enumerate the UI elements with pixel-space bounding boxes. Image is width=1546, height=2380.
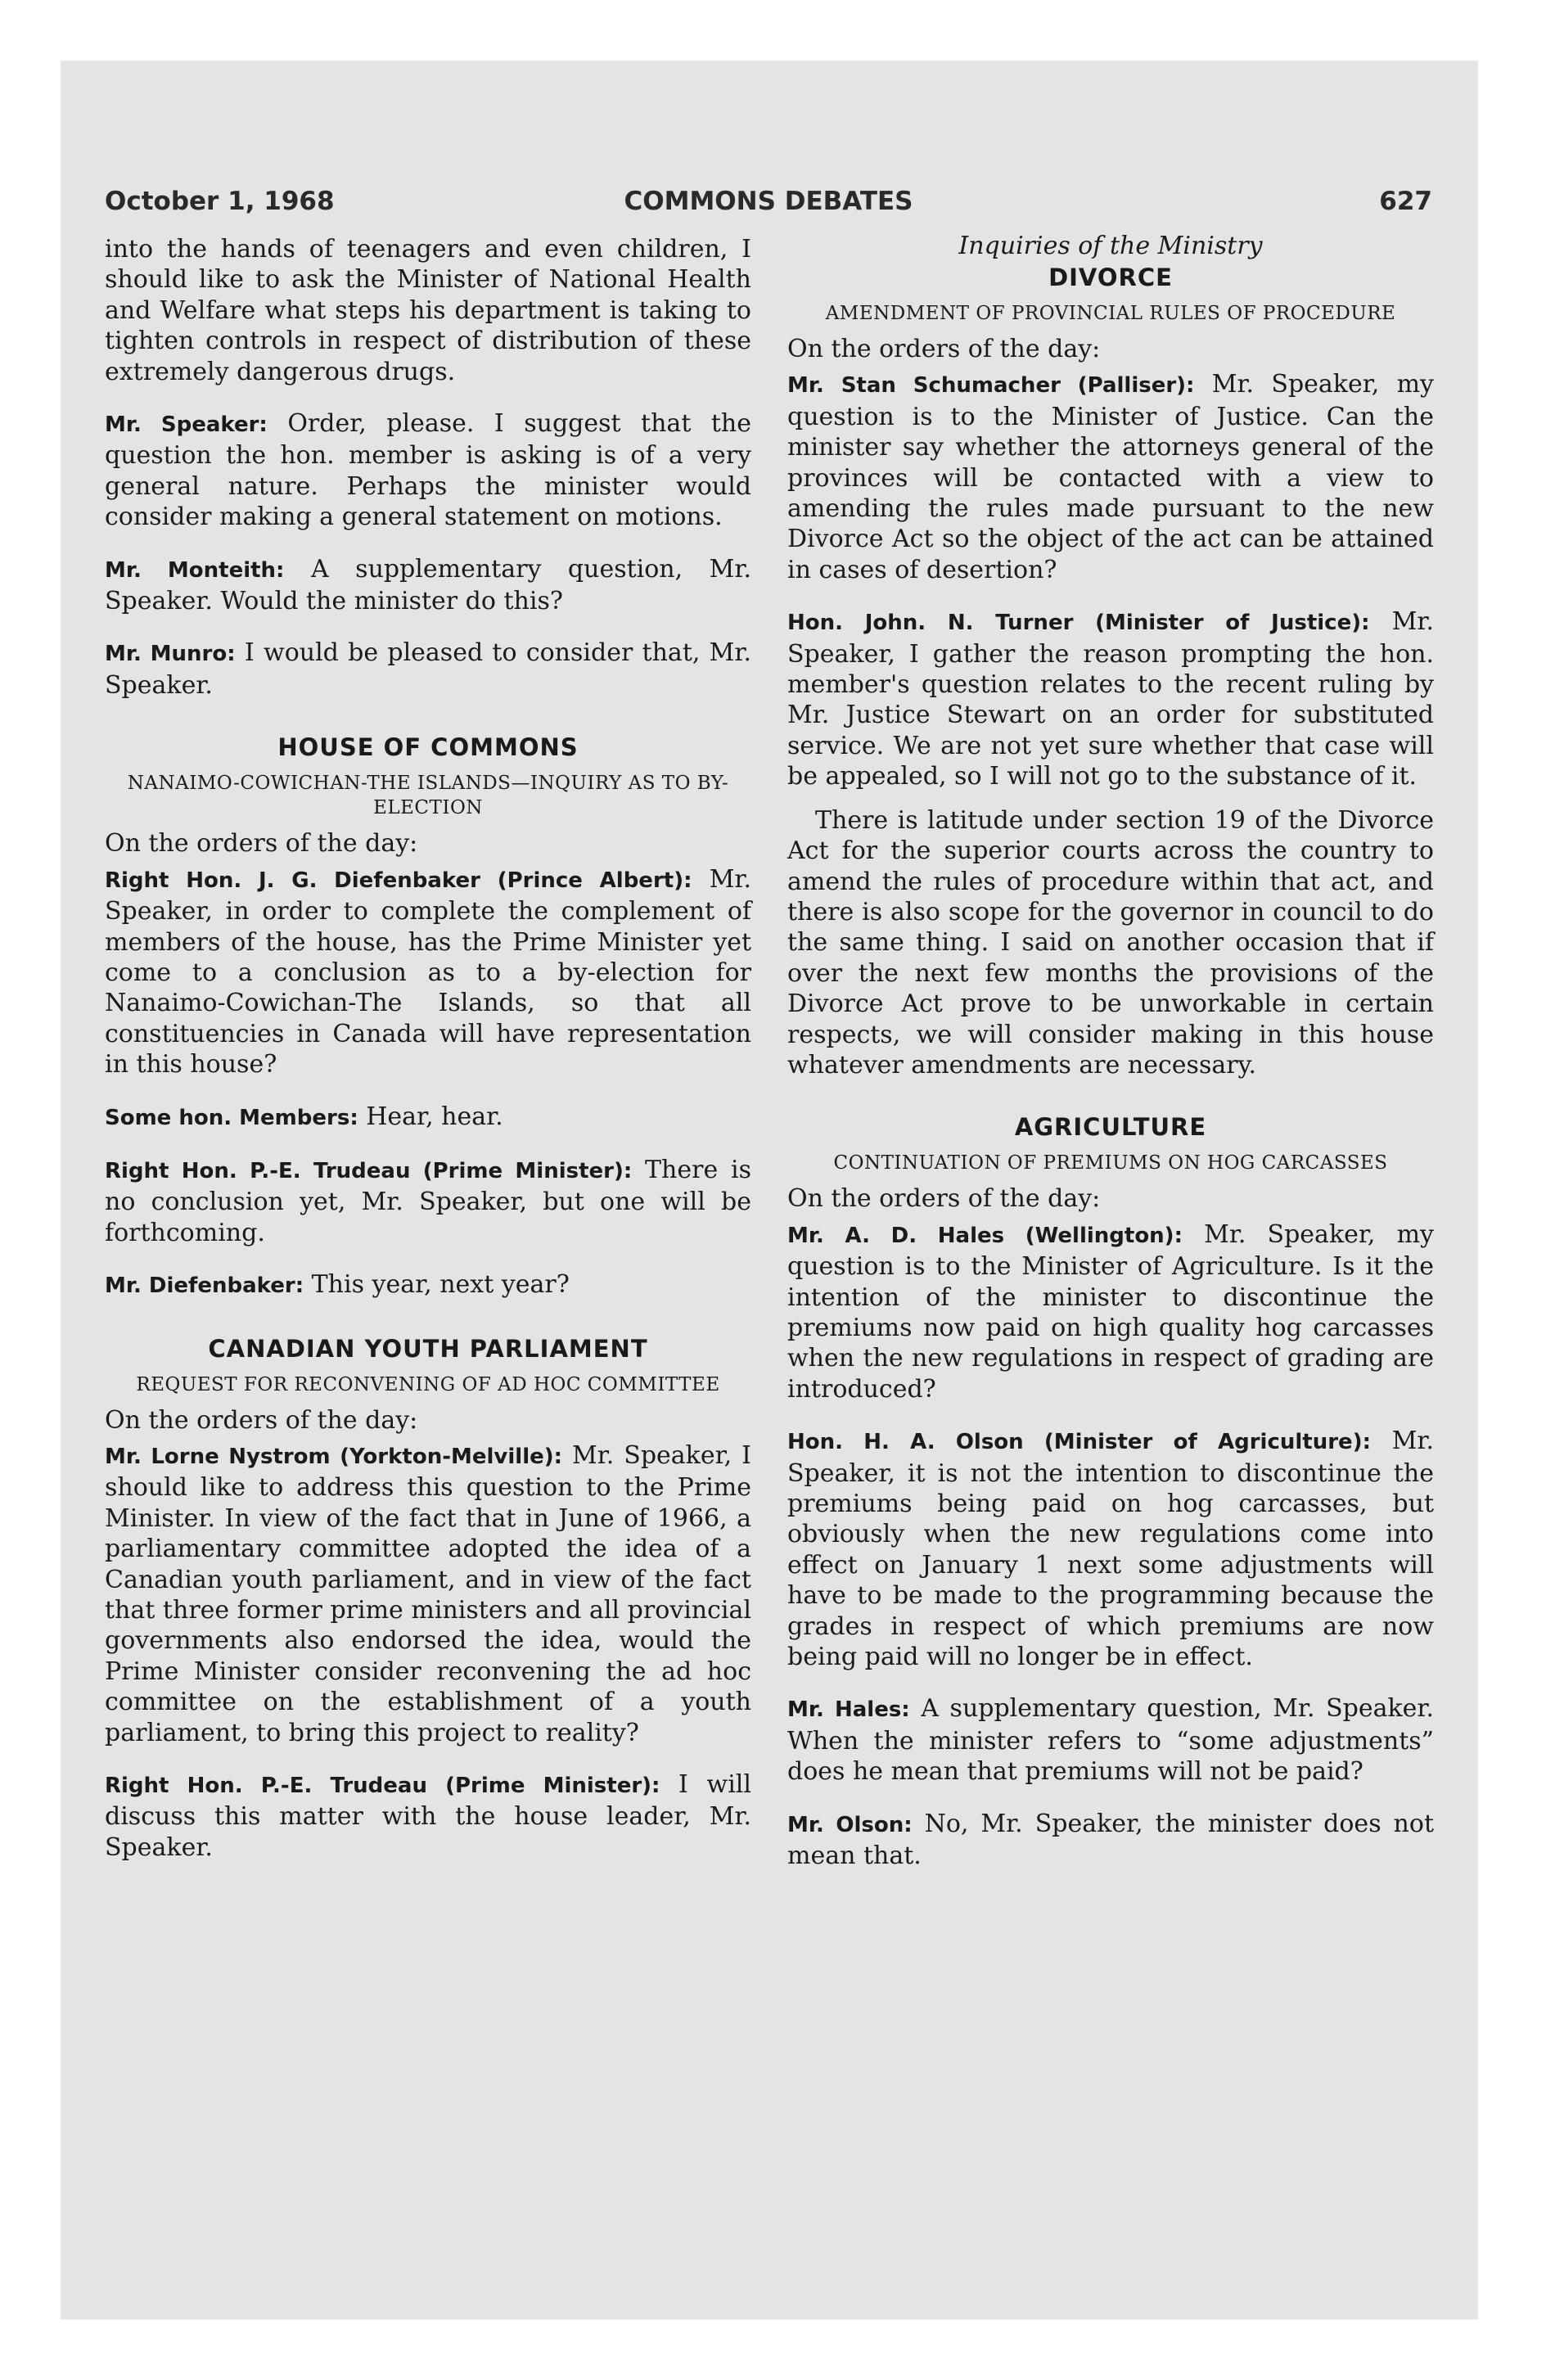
paragraph-trudeau-2 xyxy=(105,1769,751,1863)
paragraph-olson-2 xyxy=(787,1809,1434,1872)
speech-text: I will discuss this matter with the house leader, Mr. Speaker. xyxy=(105,1770,751,1862)
paragraph-intro: into the hands of teenagers and even children, I should like to ask the Minister of National Health and Welfare what steps his department is taking to tighten controls in respect of distribution of these extremely dangerous drugs. xyxy=(105,235,751,386)
speaker-name: Mr. Olson: xyxy=(787,1812,913,1837)
speaker-name: Mr. Speaker: xyxy=(105,412,268,438)
speech-text: Mr. Speaker, it is not the intention to discontinue the premiums being paid on hog carcasses, but obviously when the new regulations come into effect on January 1 next some adjustments will have to be made to the programming because the grades in respect of which premiums are now being paid will no longer be in effect. xyxy=(787,1427,1434,1672)
paragraph-hales-2 xyxy=(787,1693,1434,1787)
speech-text: Mr. Speaker, my question is to the Minister of Agriculture. Is it the intention of the minister to discontinue the premiums now paid on high quality hog carcasses when the new regulations in respect of grading are introduced? xyxy=(787,1219,1434,1404)
speech-text: Mr. Speaker, I gather the reason prompting the hon. member's question relates to the recent ruling by Mr. Justice Stewart on an order for substituted service. We are not yet sure whether that case will be appealed, so I will not go to the substance of it. xyxy=(787,607,1434,791)
header-date: October 1, 1968 xyxy=(105,187,335,216)
paragraph-hales xyxy=(787,1219,1434,1404)
paragraph-munro xyxy=(105,638,751,701)
paragraph-latitude: There is latitude under section 19 of the Divorce Act for the superior courts across the country to amend the rules of procedure within that act, and there is also scope for the governor in council to do the same thing. I said on another occasion that if over the next few months the provisions of the Divorce Act prove to be unworkable in certain respects, we will consider making in this house whatever amendments are necessary. xyxy=(787,805,1434,1080)
speech-text: Mr. Speaker, in order to complete the complement of members of the house, has the Prime Minister yet come to a conclusion as to a by-election for Nanaimo-Cowichan-The Islands, so that all constituencies in Canada will have representation in this house? xyxy=(105,864,751,1080)
speaker-name: Hon. John. N. Turner (Minister of Justice): xyxy=(787,611,1370,636)
left-column xyxy=(105,234,751,1863)
speech-text: This year, next year? xyxy=(304,1270,570,1300)
orders-of-the-day: On the orders of the day: xyxy=(105,829,418,859)
speaker-name: Hon. H. A. Olson (Minister of Agriculture): xyxy=(787,1430,1371,1455)
paragraph-trudeau-1 xyxy=(105,1155,751,1248)
speech-text: Hear, hear. xyxy=(358,1102,503,1131)
speech-text: No, Mr. Speaker, the minister does not mean that. xyxy=(787,1809,1434,1871)
page-number: 627 xyxy=(1379,187,1432,216)
speaker-name: Right Hon. J. G. Diefenbaker (Prince Albert): xyxy=(105,868,692,893)
speech-text: Order, please. I suggest that the question the hon. member is asking is of a very general nature. Perhaps the minister would consider making a general statement on motions. xyxy=(105,409,751,532)
section-running-head: Inquiries of the Ministry xyxy=(958,232,1263,260)
speech-text: Mr. Speaker, my question is to the Minister of Justice. Can the minister say whether the attorneys general of the provinces will be contacted with a view to amending the rules made pursuant to the new Divorce Act so the object of the act can be attained in cases of desertion? xyxy=(787,370,1435,584)
speaker-name: Mr. Munro: xyxy=(105,642,236,667)
section-title-divorce: DIVORCE xyxy=(1048,264,1173,291)
paragraph-nystrom xyxy=(105,1440,751,1748)
speaker-name: Mr. Diefenbaker: xyxy=(105,1273,304,1299)
speaker-name: Some hon. Members: xyxy=(105,1105,358,1130)
speaker-name: Mr. Stan Schumacher (Palliser): xyxy=(787,373,1195,399)
section-subtitle-hog-carcasses: CONTINUATION OF PREMIUMS ON HOG CARCASSES xyxy=(833,1152,1388,1174)
speaker-name: Mr. A. D. Hales (Wellington): xyxy=(787,1223,1183,1248)
speaker-name: Right Hon. P.-E. Trudeau (Prime Minister): xyxy=(105,1158,633,1183)
speech-text: There is no conclusion yet, Mr. Speaker, but one will be forthcoming. xyxy=(105,1155,751,1247)
speech-text: A supplementary question, Mr. Speaker. When the minister refers to “some adjustments” does he mean that premiums will not be paid? xyxy=(787,1694,1435,1787)
paragraph-diefenbaker xyxy=(105,864,751,1080)
speaker-name: Mr. Hales: xyxy=(787,1697,910,1723)
paragraph-diefenbaker-2 xyxy=(105,1269,751,1301)
paragraph-monteith xyxy=(105,554,751,617)
speech-text: I would be pleased to consider that, Mr. Speaker. xyxy=(105,638,751,700)
orders-of-the-day: On the orders of the day: xyxy=(787,335,1101,363)
speech-text: A supplementary question, Mr. Speaker. Would the minister do this? xyxy=(105,554,751,616)
section-title-agriculture: AGRICULTURE xyxy=(1014,1113,1207,1142)
section-subtitle-by-election: NANAIMO-COWICHAN-THE ISLANDS—INQUIRY AS TO BY-ELECTION xyxy=(127,773,729,819)
paragraph-olson xyxy=(787,1426,1434,1672)
section-title-youth-parliament: CANADIAN YOUTH PARLIAMENT xyxy=(208,1334,648,1363)
orders-of-the-day: On the orders of the day: xyxy=(105,1405,418,1435)
paragraph-turner xyxy=(787,606,1434,791)
orders-of-the-day: On the orders of the day: xyxy=(787,1184,1101,1214)
speaker-name: Mr. Monteith: xyxy=(105,557,285,583)
speaker-name: Right Hon. P.-E. Trudeau (Prime Minister): xyxy=(105,1774,660,1799)
paragraph-members xyxy=(105,1102,751,1134)
section-title-house-of-commons: HOUSE OF COMMONS xyxy=(277,733,579,762)
header-title: COMMONS DEBATES xyxy=(624,187,913,216)
paragraph-schumacher xyxy=(787,369,1434,585)
page-header xyxy=(105,187,1432,228)
paragraph-speaker-order xyxy=(105,408,751,533)
speech-text: Mr. Speaker, I should like to address this question to the Prime Minister. In view of the fact that in June of 1966, a parliamentary committee adopted the idea of a Canadian youth parliament, and in view of the fact that three former prime ministers and all provincial governments also endorsed the idea, would the Prime Minister consider reconvening the ad hoc committee on the establishment of a youth parliament, to bring this project to reality? xyxy=(105,1440,752,1747)
section-subtitle-procedure: AMENDMENT OF PROVINCIAL RULES OF PROCEDURE xyxy=(825,303,1396,324)
section-subtitle-ad-hoc: REQUEST FOR RECONVENING OF AD HOC COMMITTEE xyxy=(136,1373,720,1395)
speaker-name: Mr. Lorne Nystrom (Yorkton-Melville): xyxy=(105,1444,563,1469)
right-column xyxy=(787,234,1434,1871)
